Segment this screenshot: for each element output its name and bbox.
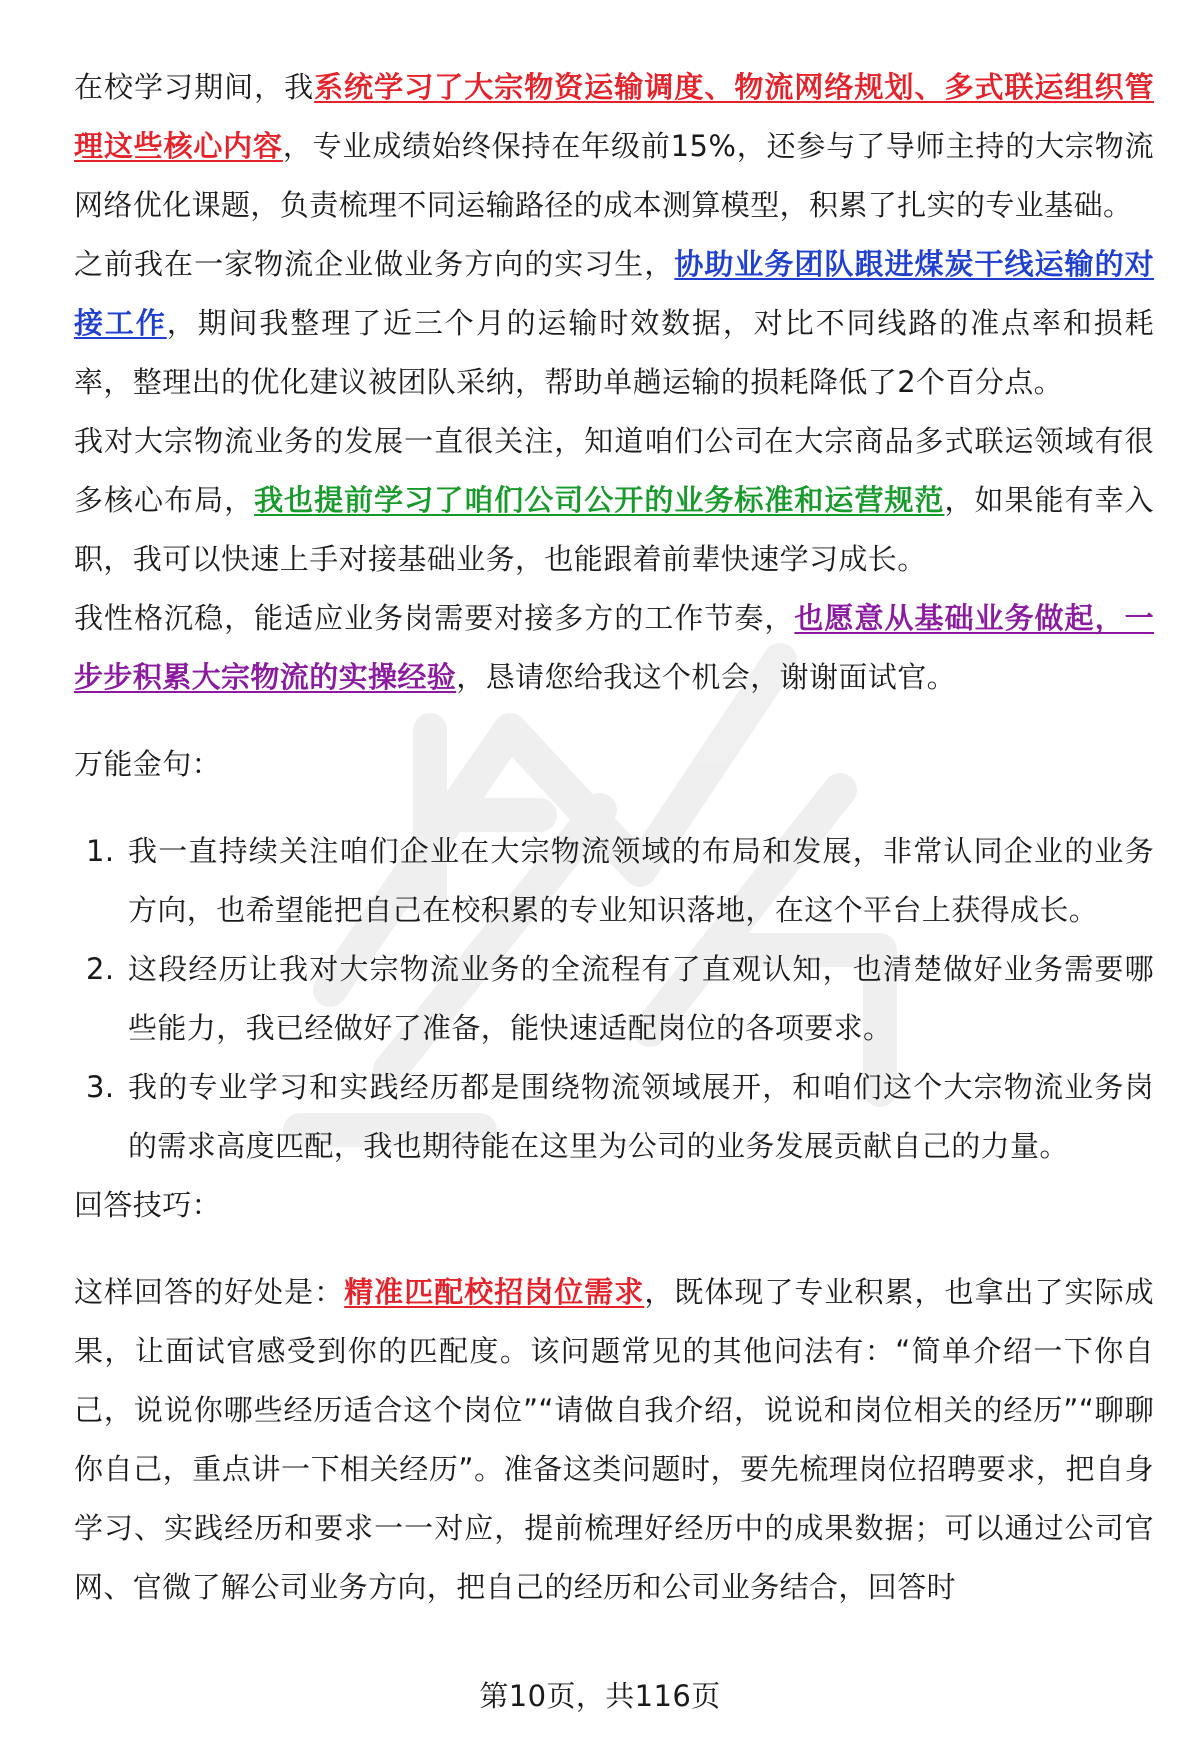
phrases-heading: 万能金句： — [74, 747, 222, 781]
list-item-text: 我的专业学习和实践经历都是围绕物流领域展开，和咱们这个大宗物流业务岗的需求高度匹配，我也期待能在这里为公司的业务发展贡献自己的力量。 — [128, 1070, 1154, 1163]
list-item-number: 3. — [86, 1070, 115, 1104]
text-run: ，专业成绩始终保持在年级前15%，还参与了导师主持的大宗物流网络优化课题，负责梳理不同运输路径的成本测算模型，积累了扎实的专业基础。 — [74, 129, 1154, 222]
list-item — [74, 1058, 1154, 1176]
text-run: 这样回答的好处是： — [74, 1275, 345, 1309]
text-run: ，恳请您给我这个机会，谢谢面试官。 — [456, 660, 957, 694]
intro-paragraph-study — [74, 58, 1154, 235]
list-item — [74, 940, 1154, 1058]
list-item-number: 1. — [86, 834, 115, 868]
text-run: ，期间我整理了近三个月的运输时效数据，对比不同线路的准点率和损耗率，整理出的优化建议被团队采纳，帮助单趟运输的损耗降低了2个百分点。 — [74, 306, 1154, 399]
highlight-internship-work: 协助业务团队跟进煤炭干线运输的对接工作 — [74, 247, 1154, 340]
highlight-company-standards: 我也提前学习了咱们公司公开的业务标准和运营规范 — [254, 483, 945, 517]
text-run: 在校学习期间，我 — [74, 70, 315, 104]
highlight-precise-match: 精准匹配校招岗位需求 — [344, 1275, 645, 1309]
text-run: 我性格沉稳，能适应业务岗需要对接多方的工作节奏， — [74, 601, 795, 635]
phrases-list — [74, 822, 1154, 1176]
text-run: 我对大宗物流业务的发展一直很关注，知道咱们公司在大宗商品多式联运领域有很多核心布局， — [74, 424, 1154, 517]
highlight-start-from-basics: 也愿意从基础业务做起，一步步积累大宗物流的实操经验 — [74, 601, 1154, 694]
highlight-core-courses: 系统学习了大宗物资运输调度、物流网络规划、多式联运组织管理这些核心内容 — [74, 70, 1154, 163]
text-run: ，既体现了专业积累，也拿出了实际成果，让面试官感受到你的匹配度。该问题常见的其他问法有：“简单介绍一下你自己，说说你哪些经历适合这个岗位”“请做自我介绍，说说和岗位相关的经历”“聊聊你自己，重点讲一下相关经历”。准备这类问题时，要先梳理岗位招聘要求，把自身学习、实践经历和要求一一对应，提前梳理好经历中的成果数据；可以通过公司官网、官微了解公司业务方向，把自己的经历和公司业务结合，回答时 — [74, 1275, 1154, 1604]
text-run: ，如果能有幸入职，我可以快速上手对接基础业务，也能跟着前辈快速学习成长。 — [74, 483, 1154, 576]
page-number-footer: 第10页，共116页 — [479, 1679, 721, 1713]
list-item-number: 2. — [86, 952, 115, 986]
list-item — [74, 822, 1154, 940]
list-item-text: 我一直持续关注咱们企业在大宗物流领域的布局和发展，非常认同企业的业务方向，也希望能把自己在校积累的专业知识落地，在这个平台上获得成长。 — [128, 834, 1154, 927]
text-run: 之前我在一家物流企业做业务方向的实习生， — [74, 247, 675, 281]
tips-heading: 回答技巧： — [74, 1188, 222, 1222]
document-page — [74, 58, 1154, 1617]
intro-paragraph-internship — [74, 235, 1154, 412]
tips-paragraph — [74, 1263, 1154, 1617]
intro-paragraph-company — [74, 412, 1154, 589]
intro-paragraph-personality — [74, 589, 1154, 707]
list-item-text: 这段经历让我对大宗物流业务的全流程有了直观认知，也清楚做好业务需要哪些能力，我已经做好了准备，能快速适配岗位的各项要求。 — [128, 952, 1154, 1045]
